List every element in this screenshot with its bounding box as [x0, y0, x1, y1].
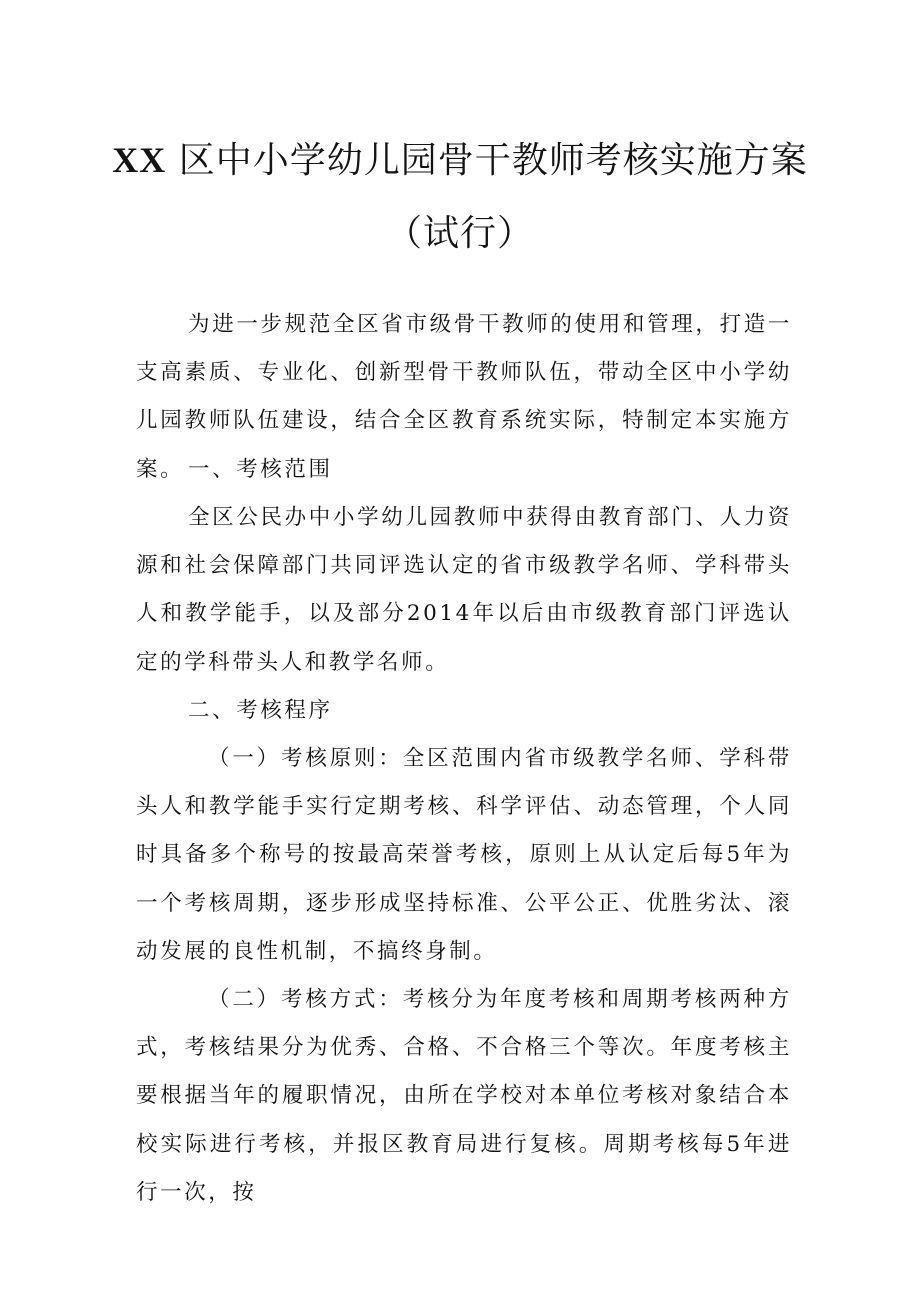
- intro-paragraph: 为进一步规范全区省市级骨干教师的使用和管理，打造一支高素质、专业化、创新型骨干教师队伍，带动全区中小学幼儿园教师队伍建设，结合全区教育系统实际，特制定本实施方案。: [136, 312, 792, 482]
- document-subtitle: （试行）: [385, 213, 534, 254]
- title-main-text: 区中小学幼儿园骨干教师考核实施方案: [178, 140, 808, 181]
- title-prefix: XX: [112, 140, 167, 180]
- principle-paragraph: （一）考核原则：全区范围内省市级教学名师、学科带头人和教学能手实行定期考核、科学评估、动态管理，个人同时具备多个称号的按最高荣誉考核，原则上从认定后每5年为一个考核周期，逐步形成坚持标准、公平公正、优胜劣汰、滚动发展的良性机制，不搞终身制。: [136, 746, 792, 964]
- method-paragraph: （二）考核方式：考核分为年度考核和周期考核两种方式，考核结果分为优秀、合格、不合格三个等次。年度考核主要根据当年的履职情况，由所在学校对本单位考核对象结合本校实际进行考核，并报区教育局进行复核。周期考核每5年进行一次，按: [136, 987, 792, 1205]
- section-heading-scope: 一、考核范围: [188, 457, 333, 482]
- scope-paragraph: 全区公民办中小学幼儿园教师中获得由教育部门、人力资源和社会保障部门共同评选认定的省市级教学名师、学科带头人和教学能手，以及部分2014年以后由市级教育部门评选认定的学科带头人和教学名师。: [136, 505, 792, 675]
- document-title: [0, 138, 920, 183]
- section-heading-procedure: 二、考核程序: [188, 698, 333, 723]
